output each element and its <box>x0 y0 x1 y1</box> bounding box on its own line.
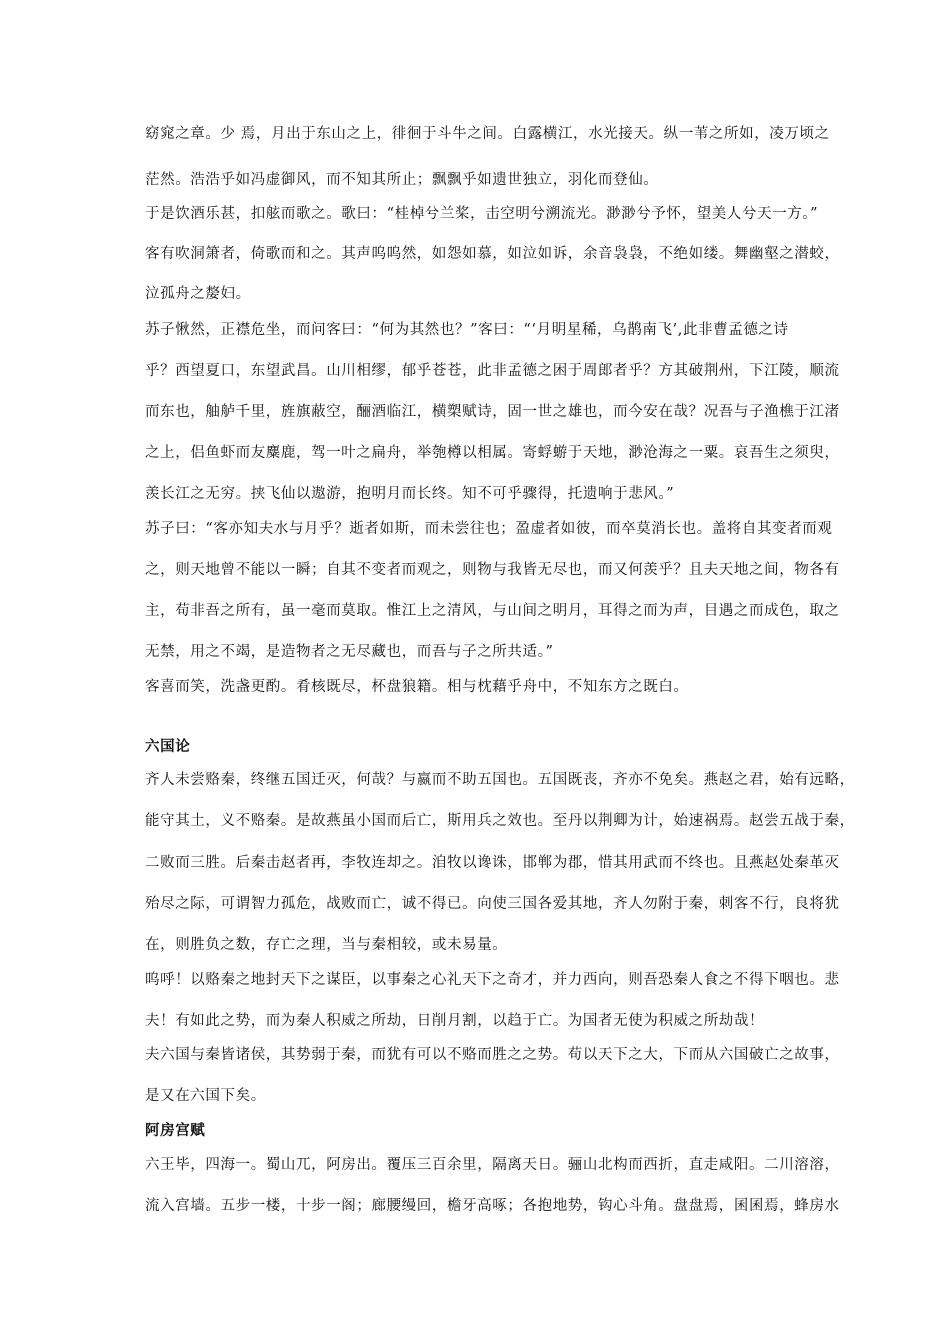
text-line: 无禁，用之不竭，是造物者之无尽藏也，而吾与子之所共适。” <box>145 644 554 660</box>
text-line: 苏子愀然，正襟危坐，而问客曰：“何为其然也？”客曰：“‘月明星稀，乌鹊南飞’,此非曹孟德之诗 <box>145 322 789 338</box>
text-line: 羡长江之无穷。挟飞仙以遨游，抱明月而长终。知不可乎骤得，托遗响于悲风。” <box>145 486 675 502</box>
text-line: 在，则胜负之数，存亡之理，当与秦相较，或未易量。 <box>145 937 508 953</box>
text-line: 窈窕之章。少 焉，月出于东山之上，徘徊于斗牛之间。白露横江，水光接天。纵一苇之所如，凌万顷之 <box>145 126 830 142</box>
text-line: 二败而三胜。后秦击赵者再，李牧连却之。洎牧以谗诛，邯郸为郡，惜其用武而不终也。且燕赵处秦革灭 <box>145 855 840 871</box>
text-line: 之上，侣鱼虾而友麋鹿，驾一叶之扁舟，举匏樽以相属。寄蜉蝣于天地，渺沧海之一粟。哀吾生之须臾， <box>145 445 840 461</box>
text-line: 流入宫墙。五步一楼，十步一阁；廊腰缦回，檐牙高啄；各抱地势，钩心斗角。盘盘焉，囷囷焉，蜂房水 <box>145 1198 840 1214</box>
text-line: 呜呼！以赂秦之地封天下之谋臣，以事秦之心礼天下之奇才，并力西向，则吾恐秦人食之不得下咽也。悲 <box>145 972 840 988</box>
text-line: 茫然。浩浩乎如冯虚御风，而不知其所止；飘飘乎如遗世独立，羽化而登仙。 <box>145 172 659 188</box>
text-line: 是又在六国下矣。 <box>145 1088 266 1104</box>
text-line: 齐人未尝赂秦，终继五国迁灭，何哉？与嬴而不助五国也。五国既丧，齐亦不免矣。燕赵之君，始有远略， <box>145 772 855 788</box>
text-line: 泣孤舟之嫠妇。 <box>145 286 251 302</box>
text-line: 苏子曰：“客亦知夫水与月乎？逝者如斯，而未尝往也；盈虚者如彼，而卒莫消长也。盖将自其变者而观 <box>145 521 833 537</box>
text-line: 乎？西望夏口，东望武昌。山川相缪，郁乎苍苍，此非孟德之困于周郎者乎？方其破荆州，下江陵，顺流 <box>145 363 840 379</box>
text-line: 客有吹洞箫者，倚歌而和之。其声呜呜然，如怨如慕，如泣如诉，余音袅袅，不绝如缕。舞幽壑之潜蛟， <box>145 246 840 262</box>
text-line: 夫六国与秦皆诸侯，其势弱于秦，而犹有可以不赂而胜之之势。苟以天下之大，下而从六国破亡之故事， <box>145 1047 840 1063</box>
text-line: 能守其土，义不赂秦。是故燕虽小国而后亡，斯用兵之效也。至丹以荆卿为计，始速祸焉。赵尝五战于秦， <box>145 813 855 829</box>
text-line: 夫！有如此之势，而为秦人积威之所劫，日削月割，以趋于亡。为国者无使为积威之所劫哉！ <box>145 1013 765 1029</box>
section-title: 六国论 <box>145 739 191 755</box>
text-line: 六王毕，四海一。蜀山兀，阿房出。覆压三百余里，隔离天日。骊山北构而西折，直走咸阳。二川溶溶， <box>145 1157 840 1173</box>
text-line: 之，则天地曾不能以一瞬；自其不变者而观之，则物与我皆无尽也，而又何羡乎？且夫天地之间，物各有 <box>145 562 840 578</box>
section-title: 阿房宫赋 <box>145 1123 206 1139</box>
text-line: 殆尽之际，可谓智力孤危，战败而亡，诚不得已。向使三国各爱其地，齐人勿附于秦，刺客不行，良将犹 <box>145 896 840 912</box>
text-line: 于是饮酒乐甚，扣舷而歌之。歌曰：“桂棹兮兰桨，击空明兮溯流光。渺渺兮予怀，望美人兮天一方。” <box>145 206 819 222</box>
text-line: 而东也，舳舻千里，旌旗蔽空，酾酒临江，横槊赋诗，固一世之雄也，而今安在哉？况吾与子渔樵于江渚 <box>145 404 840 420</box>
text-line: 客喜而笑，洗盏更酌。肴核既尽，杯盘狼籍。相与枕藉乎舟中，不知东方之既白。 <box>145 679 689 695</box>
text-line: 主，苟非吾之所有，虽一毫而莫取。惟江上之清风，与山间之明月，耳得之而为声，目遇之而成色，取之 <box>145 603 840 619</box>
